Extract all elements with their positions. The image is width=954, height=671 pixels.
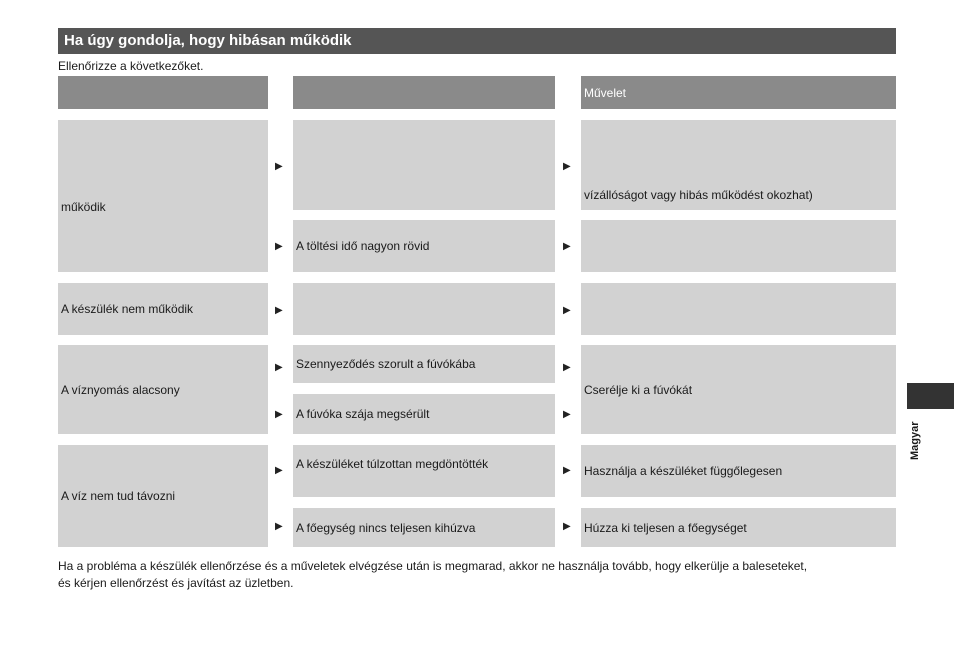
action-cell: [581, 220, 896, 272]
arrow-icon: ▶: [563, 521, 571, 532]
action-cell: [581, 283, 896, 335]
cause-cell: A töltési idő nagyon rövid: [293, 220, 555, 272]
arrow-icon: ▶: [275, 161, 283, 172]
arrow-icon: ▶: [275, 409, 283, 420]
arrow-icon: ▶: [275, 362, 283, 373]
footer-line: és kérjen ellenőrzést és javítást az üzletben.: [58, 576, 294, 590]
arrow-icon: ▶: [563, 241, 571, 252]
arrow-icon: ▶: [275, 465, 283, 476]
arrow-icon: ▶: [563, 409, 571, 420]
column-header-cause: [293, 76, 555, 109]
arrow-icon: ▶: [563, 305, 571, 316]
cause-cell: A főegység nincs teljesen kihúzva: [293, 508, 555, 547]
symptom-cell: működik: [58, 120, 268, 272]
action-cell: Használja a készüléket függőlegesen: [581, 445, 896, 497]
arrow-icon: ▶: [563, 465, 571, 476]
action-cell: Cserélje ki a fúvókát: [581, 345, 896, 434]
footer-note: [58, 558, 908, 592]
footer-line: Ha a probléma a készülék ellenőrzése és a műveletek elvégzése után is megmarad, akkor ne használja tovább, hogy elkerülje a baleseteket,: [58, 559, 808, 573]
action-cell: Húzza ki teljesen a főegységet: [581, 508, 896, 547]
arrow-icon: ▶: [563, 362, 571, 373]
action-cell: vízállóságot vagy hibás működést okozhat): [581, 120, 896, 210]
language-label: Magyar: [909, 421, 921, 461]
cause-cell: [293, 120, 555, 210]
symptom-cell: A víznyomás alacsony: [58, 345, 268, 434]
column-header-symptom: [58, 76, 268, 109]
cause-cell: [293, 283, 555, 335]
arrow-icon: ▶: [275, 305, 283, 316]
arrow-icon: ▶: [275, 521, 283, 532]
arrow-icon: ▶: [563, 161, 571, 172]
symptom-cell: A készülék nem működik: [58, 283, 268, 335]
language-tab: [907, 383, 954, 409]
cause-cell: Szennyeződés szorult a fúvókába: [293, 345, 555, 383]
section-title: Ha úgy gondolja, hogy hibásan működik: [58, 28, 896, 54]
cause-cell: A készüléket túlzottan megdöntötték: [293, 445, 555, 497]
section-subtitle: Ellenőrizze a következőket.: [58, 59, 204, 73]
symptom-cell: A víz nem tud távozni: [58, 445, 268, 547]
column-header-action: Művelet: [581, 76, 896, 109]
arrow-icon: ▶: [275, 241, 283, 252]
cause-cell: A fúvóka szája megsérült: [293, 394, 555, 434]
